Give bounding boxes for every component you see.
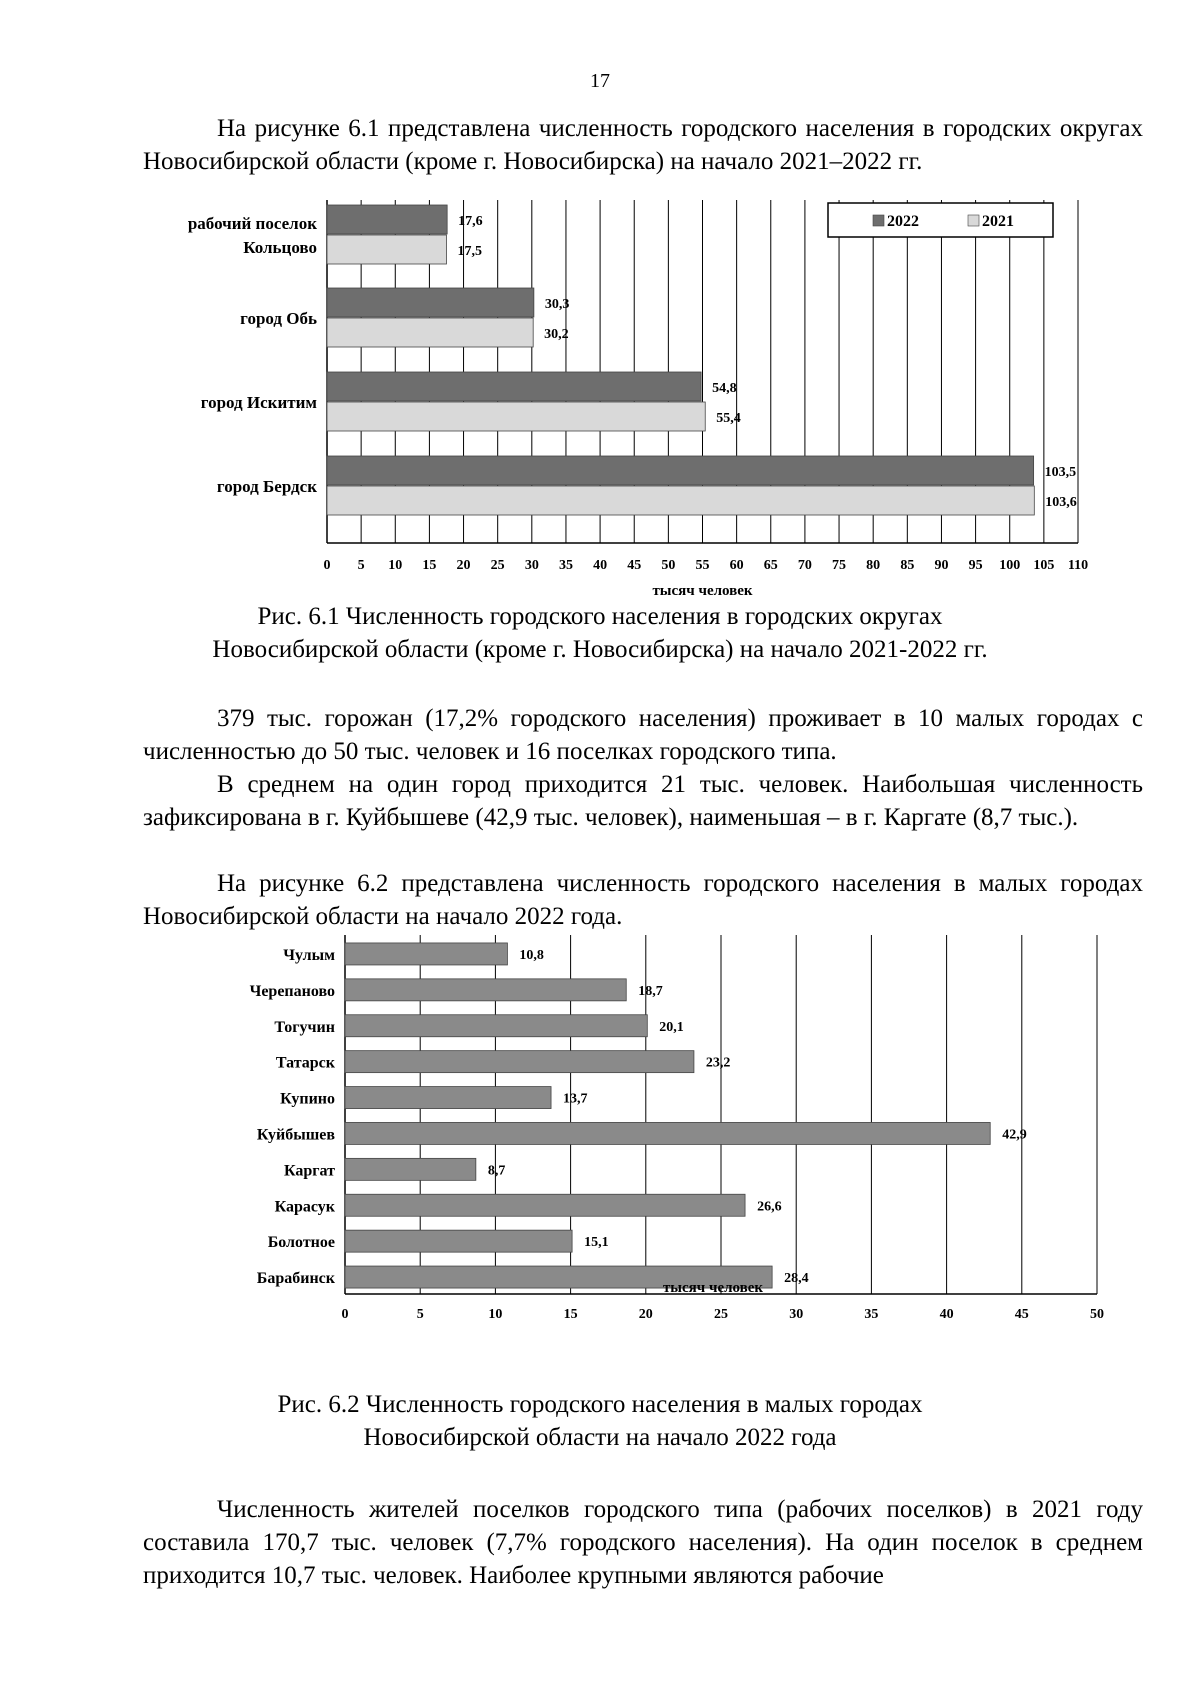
paragraph-intro-fig2: На рисунке 6.2 представлена численность городского населения в малых городах Новосибирской области на начало 2022 года. [143, 870, 1143, 930]
data-label: 103,6 [1045, 495, 1077, 510]
x-tick-label: 30 [789, 1307, 804, 1322]
x-tick-label: 40 [593, 558, 608, 573]
figure-6-2-caption-line1: Рис. 6.2 Численность городского населения в малых городах [277, 1391, 923, 1418]
data-label: 26,6 [757, 1199, 782, 1215]
x-tick-label: 15 [422, 558, 437, 573]
data-label: 54,8 [712, 381, 737, 396]
x-tick-label: 110 [1067, 558, 1089, 573]
x-tick-label: 55 [695, 558, 710, 573]
category-label: Болотное [267, 1234, 335, 1252]
category-label: Куйбышев [256, 1126, 335, 1144]
x-axis-title: тысяч человек [662, 1280, 764, 1296]
category-label: Карасук [274, 1198, 335, 1216]
x-tick-label: 100 [999, 558, 1021, 573]
paragraph-average-town: В среднем на один город приходится 21 тыс. человек. Наибольшая численность зафиксирована в г. Куйбышеве (42,9 тыс. человек), наименьшая – в г. Каргате (8,7 тыс.). [143, 771, 1143, 831]
bar [345, 1051, 694, 1073]
data-label: 17,6 [458, 214, 483, 229]
bar [345, 1158, 476, 1180]
figure-6-2-caption-line2: Новосибирской области на начало 2022 года [363, 1424, 837, 1451]
x-tick-label: 70 [797, 558, 812, 573]
x-tick-label: 25 [714, 1307, 728, 1322]
x-tick-label: 10 [488, 1307, 503, 1322]
x-tick-label: 60 [729, 558, 744, 573]
data-label: 8,7 [487, 1163, 506, 1179]
x-tick-label: 45 [1014, 1307, 1029, 1322]
x-tick-label: 50 [661, 558, 676, 573]
x-tick-label: 90 [934, 558, 949, 573]
x-tick-label: 40 [939, 1307, 954, 1322]
data-label: 42,9 [1002, 1127, 1027, 1143]
x-tick-label: 105 [1033, 558, 1055, 573]
x-tick-label: 20 [638, 1307, 653, 1322]
data-label: 30,2 [544, 327, 569, 342]
category-label: Татарск [275, 1054, 335, 1072]
data-label: 30,3 [544, 297, 570, 312]
bar [345, 1087, 551, 1109]
x-tick-label: 0 [341, 1307, 349, 1322]
bar [345, 1230, 572, 1252]
paragraph-intro-fig1: На рисунке 6.1 представлена численность городского населения в городских округах Новосибирской области (кроме г. Новосибирска) на начало 2021–2022 гг. [143, 115, 1143, 175]
x-tick-label: 95 [968, 558, 983, 573]
x-tick-label: 85 [900, 558, 915, 573]
category-label: Тогучин [274, 1018, 335, 1036]
data-label: 55,4 [716, 411, 741, 426]
category-label: Чулым [283, 946, 335, 964]
category-label: Кольцово [243, 238, 317, 257]
x-tick-label: 5 [357, 558, 365, 573]
x-tick-label: 35 [864, 1307, 879, 1322]
figure-6-1-caption-line2: Новосибирской области (кроме г. Новосибирска) на начало 2021-2022 гг. [212, 636, 988, 663]
data-label: 10,8 [519, 947, 544, 963]
category-label: Черепаново [249, 982, 335, 1000]
x-tick-label: 50 [1090, 1307, 1104, 1322]
data-label: 20,1 [659, 1019, 684, 1035]
x-tick-label: 15 [563, 1307, 578, 1322]
paragraph-small-towns: 379 тыс. горожан (17,2% городского населения) проживает в 10 малых городах с численностью до 50 тыс. человек и 16 поселках городского типа. [143, 705, 1143, 765]
bar [345, 979, 626, 1001]
x-tick-label: 5 [416, 1307, 424, 1322]
bar [345, 943, 507, 965]
x-tick-label: 80 [866, 558, 881, 573]
x-tick-label: 10 [388, 558, 403, 573]
data-label: 103,5 [1044, 465, 1077, 480]
x-axis-title: тысяч человек [652, 583, 753, 599]
data-label: 13,7 [563, 1091, 588, 1107]
data-label: 23,2 [705, 1055, 731, 1071]
category-label: рабочий поселок [187, 214, 317, 233]
bar [345, 1194, 745, 1216]
bar [345, 1015, 647, 1037]
data-label: 18,7 [638, 983, 663, 999]
paragraph-settlements: Численность жителей поселков городского типа (рабочих поселков) в 2021 году составила 170,7 тыс. человек (7,7% городского населения). На один поселок в среднем приходится 10,7 тыс. человек. Наиболее крупными являются рабочие [143, 1496, 1143, 1589]
x-tick-label: 25 [490, 558, 505, 573]
legend-label-2022: 2022 [887, 213, 919, 230]
x-tick-label: 65 [763, 558, 778, 573]
category-label: город Искитим [200, 393, 317, 412]
page-number: 17 [590, 70, 610, 92]
x-tick-label: 35 [558, 558, 573, 573]
bar [345, 1122, 990, 1144]
x-tick-label: 30 [524, 558, 539, 573]
x-tick-label: 0 [323, 558, 331, 573]
x-tick-label: 75 [832, 558, 847, 573]
x-tick-label: 45 [627, 558, 642, 573]
category-label: Купино [280, 1090, 335, 1108]
data-label: 15,1 [584, 1235, 609, 1251]
category-label: город Обь [240, 309, 317, 328]
category-label: Барабинск [256, 1270, 335, 1288]
figure-6-1-caption-line1: Рис. 6.1 Численность городского населения в городских округах [257, 603, 943, 630]
category-label: Каргат [284, 1162, 335, 1180]
x-tick-label: 20 [456, 558, 471, 573]
data-label: 28,4 [784, 1271, 809, 1287]
data-label: 17,5 [457, 244, 482, 259]
legend-label-2021: 2021 [982, 213, 1014, 230]
category-label: город Бердск [216, 477, 317, 496]
